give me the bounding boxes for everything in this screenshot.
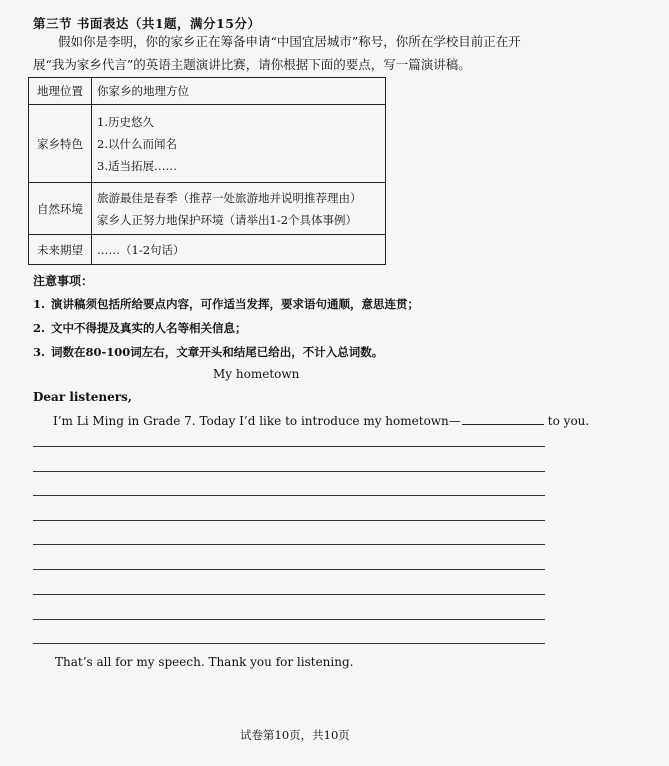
row-content: [92, 235, 386, 265]
intro-end-text: to you.: [547, 414, 590, 428]
note-text: 演讲稿须包括所给要点内容，可作适当发挥，要求语句通顺，意思连贯；: [51, 297, 420, 311]
note-number: 3.: [33, 345, 46, 359]
cell-line: 1.历史悠久: [97, 114, 154, 129]
cell-line: ……（1-2句话）: [97, 242, 185, 257]
note-text: 词数在80-100词左右，文章开头和结尾已给出，不计入总词数。: [51, 345, 384, 359]
writing-line[interactable]: [33, 471, 545, 472]
essay-title: My hometown: [213, 367, 300, 381]
row-header: 未来期望: [29, 235, 92, 265]
writing-line[interactable]: [33, 594, 545, 595]
writing-line[interactable]: [33, 520, 545, 521]
row-content: [92, 183, 386, 235]
page-footer: 试卷第10页，共10页: [240, 728, 350, 742]
writing-line[interactable]: [33, 643, 545, 644]
note-text: 文中不得提及真实的人名等相关信息；: [51, 321, 247, 335]
table-row: [29, 183, 386, 235]
writing-line[interactable]: [33, 446, 545, 447]
requirements-table: [28, 77, 386, 265]
note-item: [33, 296, 419, 312]
writing-line[interactable]: [33, 619, 545, 620]
cell-line: 旅游最佳是春季（推荐一处旅游地并说明推荐理由）: [97, 190, 362, 205]
cell-line: 家乡人正努力地保护环境（请举出1-2个具体事例）: [97, 212, 358, 227]
writing-line[interactable]: [33, 495, 545, 496]
row-content: [92, 78, 386, 105]
cell-line: 3.适当拓展……: [97, 158, 177, 173]
hometown-blank[interactable]: [462, 412, 544, 425]
essay-closing: That’s all for my speech. Thank you for listening.: [55, 655, 354, 669]
intro-text: I’m Li Ming in Grade 7. Today I’d like to introduce my hometown—: [53, 414, 461, 428]
writing-line[interactable]: [33, 544, 545, 545]
cell-line: 你家乡的地理方位: [97, 84, 189, 98]
table-row: [29, 78, 386, 105]
row-header: 家乡特色: [29, 105, 92, 183]
essay-greeting: Dear listeners,: [33, 390, 132, 404]
cell-line: 2.以什么而闻名: [97, 136, 177, 151]
note-item: [33, 344, 383, 360]
row-header: 地理位置: [29, 78, 92, 105]
row-content: [92, 105, 386, 183]
table-row: [29, 235, 386, 265]
table-row: [29, 105, 386, 183]
row-header: 自然环境: [29, 183, 92, 235]
prompt-line-2: 展“我为家乡代言”的英语主题演讲比赛，请你根据下面的要点，写一篇演讲稿。: [33, 57, 471, 72]
notes-title: 注意事项：: [33, 274, 94, 288]
note-item: [33, 320, 247, 336]
essay-intro: [53, 412, 589, 428]
note-number: 1.: [33, 297, 46, 311]
prompt-line-1: 假如你是李明，你的家乡正在筹备申请“中国宜居城市”称号，你所在学校目前正在开: [58, 34, 521, 49]
section-title: 第三节 书面表达（共1题，满分15分）: [33, 16, 261, 31]
writing-line[interactable]: [33, 569, 545, 570]
note-number: 2.: [33, 321, 46, 335]
